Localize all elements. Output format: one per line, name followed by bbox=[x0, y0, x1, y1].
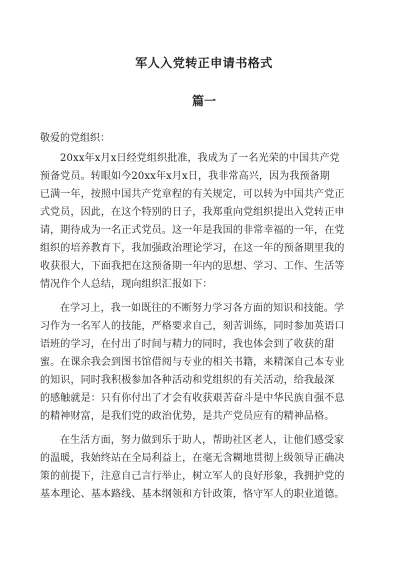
salutation: 敬爱的党组织： bbox=[40, 133, 110, 144]
paragraph-line: 的感触就是：只有你付出了才会有收获艰苦奋斗是中华民族自强不息 bbox=[40, 393, 345, 404]
paragraph-1 bbox=[40, 150, 370, 294]
paragraph-line: 习作为一名军人的技能，严格要求自己，刻苦训练，同时参加英语口 bbox=[40, 321, 345, 332]
paragraph-line: 蜜。在课余我会到图书馆借阅与专业的相关书籍，来精深自己本专业 bbox=[40, 357, 345, 368]
paragraph-line: 20xx年x月x日经党组织批准，我成为了一名光荣的中国共产党 bbox=[60, 153, 340, 164]
paragraph-line: 的知识，同时我积极参加各种活动和党组织的有关活动，给我最深 bbox=[40, 375, 335, 386]
paragraph-line: 策的前提下，注意自己言行举止，树立军人的良好形象，我拥护党的 bbox=[40, 471, 345, 482]
paragraph-2 bbox=[40, 300, 370, 426]
paragraph-line: 请，期待成为一名正式党员。这一年是我国的非常幸福的一年，在党 bbox=[40, 225, 345, 236]
paragraph-line: 在生活方面，努力做到乐于助人，帮助社区老人，让他们感受家 bbox=[60, 435, 345, 446]
paragraph-line: 收获很大，下面我把在这预备期一年内的思想、学习、工作、生活等 bbox=[40, 261, 345, 272]
paragraph-line: 在学习上，我一如既往的不断努力学习各方面的知识和技能。学 bbox=[60, 303, 345, 314]
document-title: 军人入党转正申请书格式 bbox=[135, 56, 273, 70]
paragraph-line: 的精神财富，是我们党的政治优势，是共产党员应有的精神品格。 bbox=[40, 411, 335, 422]
paragraph-line: 式党员，因此，在这个特别的日子，我郑重向党组织提出入党转正申 bbox=[40, 207, 345, 218]
paragraph-line: 基本理论、基本路线、基本纲领和方针政策，恪守军人的职业道德。 bbox=[40, 489, 345, 500]
document-subtitle: 篇一 bbox=[191, 94, 216, 108]
paragraph-line: 组织的培养教育下，我加强政治理论学习，在这一年的预备期里我的 bbox=[40, 243, 345, 254]
document-body bbox=[40, 150, 370, 504]
paragraph-line: 的温暖，我始终站在全局利益上，在毫无含糊地贯彻上级领导正确决 bbox=[40, 453, 345, 464]
paragraph-line: 预备党员。转眼如今20xx年x月x日，我非常高兴，因为我预备期 bbox=[40, 171, 330, 182]
paragraph-3 bbox=[40, 432, 370, 504]
paragraph-line: 语班的学习，在付出了时间与精力的同时，我也体会到了收获的甜 bbox=[40, 339, 335, 350]
paragraph-line: 情况作个人总结，现向组织汇报如下： bbox=[40, 279, 213, 290]
paragraph-line: 已满一年，按照中国共产党章程的有关规定，可以转为中国共产党正 bbox=[40, 189, 345, 200]
